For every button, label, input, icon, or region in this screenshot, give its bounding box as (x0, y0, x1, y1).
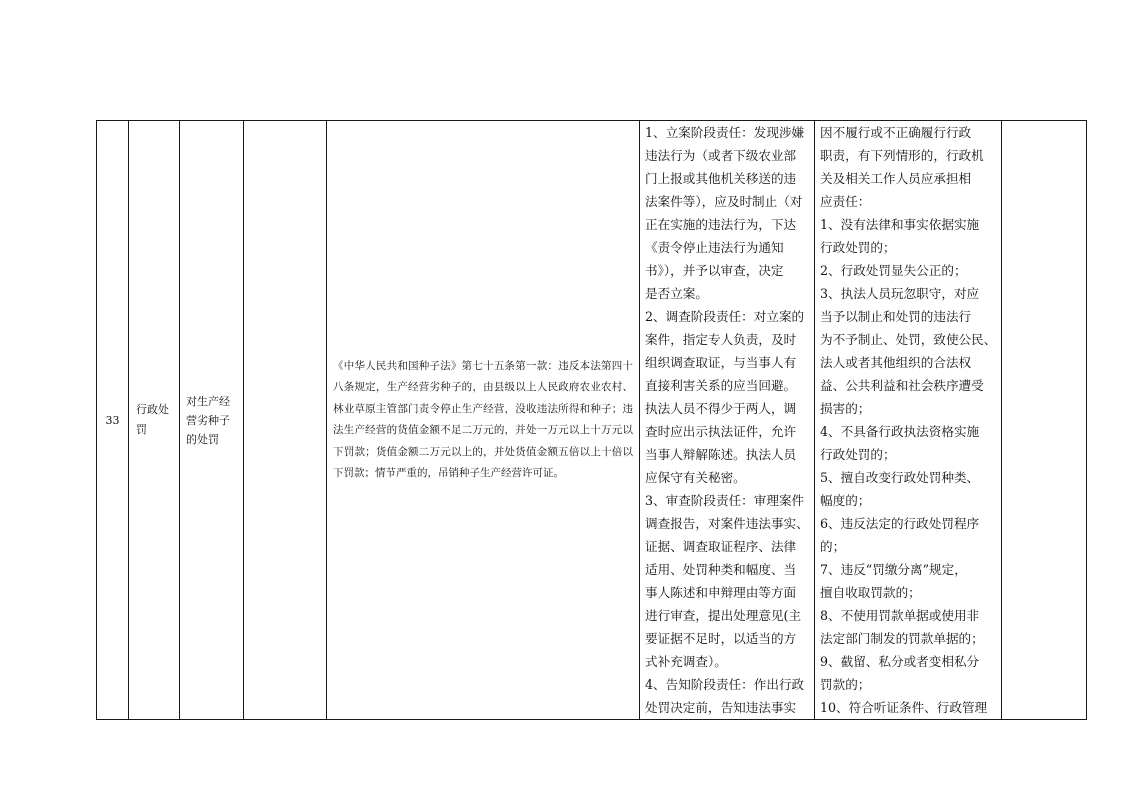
legal-basis-cell: 《中华人民共和国种子法》第七十五条第一款：违反本法第四十八条规定，生产经营劣种子的，由县级以上人民政府农业农村、林业草原主管部门责令停止生产经营，没收违法所得和种子；违法生产经营的货值金额不足二万元的，并处一万元以上十万元以下罚款；货值金额二万元以上的，并处货值金额五倍以上十倍以下罚款；情节严重的，吊销种子生产经营许可证。 (327, 121, 640, 720)
accountability-line: 5、擅自改变行政处罚种类、 (820, 470, 980, 485)
item-name-cell: 对生产经营劣种子的处罚 (180, 121, 244, 720)
remarks-cell (1002, 121, 1087, 720)
accountability-line: 法定部门制发的罚款单据的； (820, 631, 984, 646)
responsibility-line: 2、调查阶段责任：对立案的 (645, 309, 805, 324)
responsibility-line: 书》），并予以审查，决定 (645, 263, 784, 278)
responsibility-line: 法案件等），应及时制止（对 (645, 194, 803, 209)
accountability-line: 擅自收取罚款的； (820, 585, 921, 600)
accountability-line: 法人或者其他组织的合法权 (820, 355, 972, 370)
responsibility-cell (640, 121, 815, 720)
accountability-line: 6、违反法定的行政处罚程序 (820, 516, 980, 531)
responsibility-line: 执法人员不得少于两人，调 (645, 401, 797, 416)
responsibility-line: 式补充调查）。 (645, 654, 727, 669)
accountability-line: 1、没有法律和事实依据实施 (820, 217, 980, 232)
accountability-line: 应责任： (820, 194, 871, 209)
responsibility-line: 组织调查取证，与当事人有 (645, 355, 797, 370)
empty-cell (244, 121, 327, 720)
responsibility-line: 《责令停止违法行为通知 (645, 240, 784, 255)
accountability-line: 8、不使用罚款单据或使用非 (820, 608, 980, 623)
responsibility-line: 处罚决定前，告知违法事实 (645, 700, 797, 715)
accountability-line: 职责，有下列情形的，行政机 (820, 148, 984, 163)
power-list-table (96, 120, 1087, 720)
accountability-line: 行政处罚的； (820, 240, 896, 255)
accountability-line: 2、行政处罚显失公正的； (820, 263, 967, 278)
accountability-line: 9、截留、私分或者变相私分 (820, 654, 980, 669)
accountability-line: 4、不具备行政执法资格实施 (820, 424, 980, 439)
accountability-line: 损害的； (820, 401, 871, 416)
responsibility-line: 门上报或其他机关移送的违 (645, 171, 797, 186)
responsibility-line: 调查报告，对案件违法事实、 (645, 516, 809, 531)
responsibility-line: 违法行为（或者下级农业部 (645, 148, 797, 163)
responsibility-line: 证据、调查取证程序、法律 (645, 539, 797, 554)
accountability-line: 益、公共利益和社会秩序遭受 (820, 378, 984, 393)
responsibility-line: 案件，指定专人负责，及时 (645, 332, 797, 347)
responsibility-line: 应保守有关秘密。 (645, 470, 746, 485)
accountability-line: 关及相关工作人员应承担相 (820, 171, 972, 186)
responsibility-line: 要证据不足时，以适当的方 (645, 631, 797, 646)
category-cell: 行政处罚 (129, 121, 180, 720)
accountability-line: 3、执法人员玩忽职守，对应 (820, 286, 980, 301)
row-number-cell: 33 (97, 121, 129, 720)
accountability-line: 的； (820, 539, 846, 554)
accountability-line: 罚款的； (820, 677, 871, 692)
accountability-line: 为不予制止、处罚，致使公民、 (820, 332, 997, 347)
accountability-line: 7、违反“罚缴分离”规定， (820, 562, 967, 577)
accountability-cell (815, 121, 1002, 720)
responsibility-line: 当事人辩解陈述。执法人员 (645, 447, 797, 462)
table-row (97, 121, 1087, 720)
responsibility-line: 是否立案。 (645, 286, 708, 301)
responsibility-line: 适用、处罚种类和幅度、当 (645, 562, 797, 577)
responsibility-line: 正在实施的违法行为，下达 (645, 217, 797, 232)
accountability-line: 10、符合听证条件、行政管理 (820, 700, 988, 715)
responsibility-line: 直接利害关系的应当回避。 (645, 378, 797, 393)
responsibility-line: 4、告知阶段责任：作出行政 (645, 677, 805, 692)
responsibility-line: 进行审查，提出处理意见(主 (645, 608, 802, 623)
accountability-line: 行政处罚的； (820, 447, 896, 462)
accountability-line: 当予以制止和处罚的违法行 (820, 309, 972, 324)
responsibility-line: 3、审查阶段责任：审理案件 (645, 493, 805, 508)
accountability-line: 幅度的； (820, 493, 871, 508)
responsibility-line: 1、立案阶段责任：发现涉嫌 (645, 125, 805, 140)
accountability-line: 因不履行或不正确履行行政 (820, 125, 972, 140)
responsibility-line: 事人陈述和申辩理由等方面 (645, 585, 797, 600)
responsibility-line: 查时应出示执法证件，允许 (645, 424, 797, 439)
